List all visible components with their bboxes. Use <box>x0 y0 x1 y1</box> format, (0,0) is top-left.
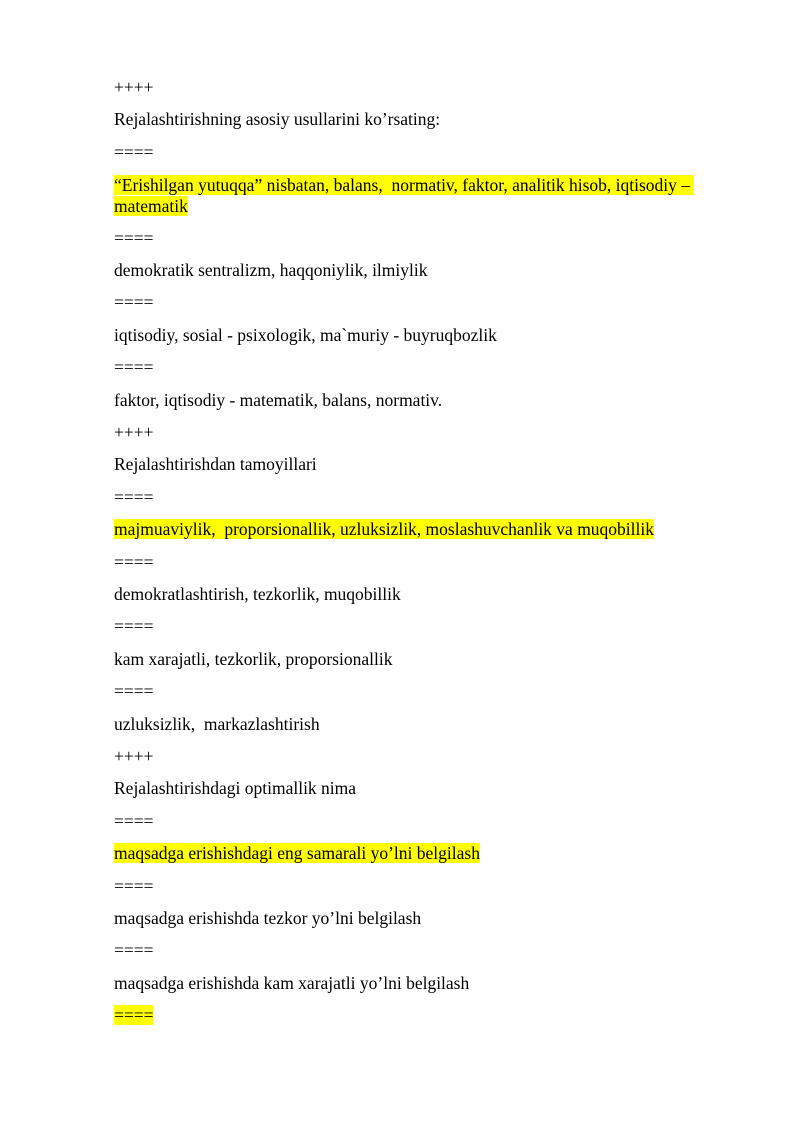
line-text: ==== <box>114 142 154 162</box>
question-text <box>114 778 744 799</box>
separator-answer <box>114 142 744 163</box>
line-text: ==== <box>114 292 154 312</box>
answer-option <box>114 584 744 605</box>
answer-option <box>114 973 744 994</box>
answer-correct <box>114 519 744 540</box>
line-text: Rejalashtirishning asosiy usullarini ko’rsating: <box>114 109 441 129</box>
separator-answer <box>114 811 744 832</box>
highlighted-separator-text: ==== <box>114 1005 154 1025</box>
separator-answer <box>114 487 744 508</box>
answer-option <box>114 390 744 411</box>
line-text: ==== <box>114 357 154 377</box>
separator-answer <box>114 552 744 573</box>
answer-correct <box>114 175 744 217</box>
separator-answer-highlighted <box>114 1005 744 1026</box>
separator-question <box>114 77 744 98</box>
highlighted-answer-text: maqsadga erishishdagi eng samarali yo’lni belgilash <box>114 843 480 863</box>
line-text: uzluksizlik, markazlashtirish <box>114 714 320 734</box>
answer-option <box>114 649 744 670</box>
highlighted-answer-text: majmuaviylik, proporsionallik, uzluksizlik, moslashuvchanlik va muqobillik <box>114 519 655 539</box>
answer-option <box>114 260 744 281</box>
line-text: Rejalashtirishdagi optimallik nima <box>114 778 357 798</box>
line-text: ++++ <box>114 77 154 97</box>
highlighted-answer-text: “Erishilgan yutuqqa” nisbatan, balans, normativ, faktor, analitik hisob, iqtisodiy – matematik <box>114 175 695 216</box>
answer-option <box>114 325 744 346</box>
line-text: iqtisodiy, sosial - psixologik, ma`muriy - buyruqbozlik <box>114 325 497 345</box>
separator-answer <box>114 681 744 702</box>
line-text: Rejalashtirishdan tamoyillari <box>114 454 317 474</box>
separator-answer <box>114 357 744 378</box>
line-text: faktor, iqtisodiy - matematik, balans, normativ. <box>114 390 443 410</box>
separator-answer <box>114 876 744 897</box>
line-text: kam xarajatli, tezkorlik, proporsionallik <box>114 649 393 669</box>
separator-answer <box>114 292 744 313</box>
separator-answer <box>114 616 744 637</box>
answer-option <box>114 714 744 735</box>
line-text: maqsadga erishishda kam xarajatli yo’lni belgilash <box>114 973 470 993</box>
line-text: ++++ <box>114 746 154 766</box>
line-text: ==== <box>114 876 154 896</box>
answer-correct <box>114 843 744 864</box>
question-text <box>114 109 744 130</box>
line-text: ==== <box>114 228 154 248</box>
line-text: demokratlashtirish, tezkorlik, muqobillik <box>114 584 401 604</box>
answer-option <box>114 908 744 929</box>
line-text: maqsadga erishishda tezkor yo’lni belgilash <box>114 908 422 928</box>
line-text: ==== <box>114 811 154 831</box>
question-text <box>114 454 744 475</box>
line-text: demokratik sentralizm, haqqoniylik, ilmiylik <box>114 260 428 280</box>
separator-question <box>114 422 744 443</box>
line-text: ==== <box>114 616 154 636</box>
line-text: ==== <box>114 681 154 701</box>
line-text: ++++ <box>114 422 154 442</box>
line-text: ==== <box>114 552 154 572</box>
separator-answer <box>114 940 744 961</box>
separator-answer <box>114 228 744 249</box>
line-text: ==== <box>114 487 154 507</box>
line-text: ==== <box>114 940 154 960</box>
separator-question <box>114 746 744 767</box>
